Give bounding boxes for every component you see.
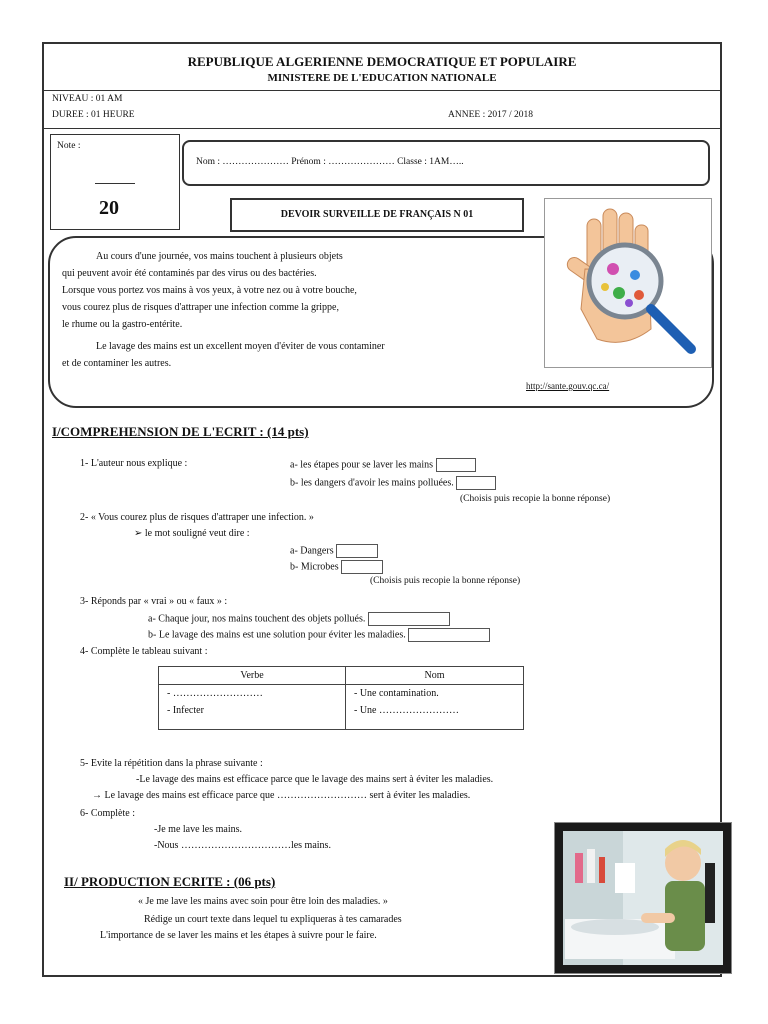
question-1-label: 1- L'auteur nous explique : [80,458,188,469]
devoir-title: DEVOIR SURVEILLE DE FRANÇAIS N 01 [230,198,524,232]
republic-title: REPUBLIQUE ALGERIENNE DEMOCRATIQUE ET POPULAIRE [187,54,577,69]
answer-box[interactable] [368,612,450,626]
ministry-title: MINISTERE DE L'EDUCATION NATIONALE [267,72,497,84]
question-2-label: 2- « Vous courez plus de risques d'attraper une infection. » [80,512,314,523]
question-5-answer[interactable] [92,790,470,801]
year-label: ANNEE : 2017 / 2018 [448,110,533,120]
cell-noun-2: - Une …………………… [354,705,459,716]
source-link[interactable]: http://sante.gouv.qc.ca/ [526,381,610,391]
verb-noun-table [158,666,524,730]
question-2-option-b [290,560,383,574]
answer-box[interactable] [436,458,476,472]
question-2-option-a [290,544,378,558]
text-line: qui peuvent avoir été contaminés par des virus ou des bactéries. [62,268,317,279]
production-instruction-1: Rédige un court texte dans lequel tu expliqueras à tes camarades [144,914,402,925]
text-line: Le lavage des mains est un excellent moyen d'éviter de vous contaminer [96,341,385,352]
statement-text: a- Chaque jour, nos mains touchent des objets pollués. [148,613,366,625]
answer-box[interactable] [408,628,490,642]
hand-magnifier-image [544,198,712,368]
table-header-verb: Verbe [159,667,346,685]
question-1-option-b [290,476,496,490]
production-quote: « Je me lave les mains avec soin pour être loin des maladies. » [138,896,388,907]
answer-box[interactable] [336,544,378,558]
option-text: b- les dangers d'avoir les mains polluées. [290,477,454,489]
question-4-label: 4- Complète le tableau suivant : [80,646,208,657]
level-label: NIVEAU : 01 AM [52,94,123,104]
question-6-line1: -Je me lave les mains. [154,824,243,835]
note-label: Note : [57,141,81,151]
text-line: Lorsque vous portez vos mains à vos yeux, à votre nez ou à votre bouche, [62,285,357,296]
option-text: a- les étapes pour se laver les mains [290,459,434,471]
question-3-label: 3- Réponds par « vrai » ou « faux » : [80,596,228,607]
grade-denominator: 20 [99,197,119,219]
cell-verb-1: - ……………………… [167,688,263,699]
question-5-sentence: -Le lavage des mains est efficace parce que le lavage des mains sert à éviter les maladies. [136,774,494,785]
question-3-b [148,628,490,642]
table-cell[interactable] [159,685,346,730]
table-header-noun: Nom [346,667,524,685]
question-1-hint: (Choisis puis recopie la bonne réponse) [460,494,611,504]
answer-box[interactable] [456,476,496,490]
arrow-icon: → [92,790,105,801]
cell-verb-2: - Infecter [167,705,204,716]
option-text: a- Dangers [290,545,334,557]
text-line: le rhume ou la gastro-entérite. [62,319,183,330]
question-2-hint: (Choisis puis recopie la bonne réponse) [370,576,521,586]
child-washing-hands-photo [554,822,732,974]
question-5-label: 5- Evite la répétition dans la phrase suivante : [80,758,263,769]
grade-box [50,134,180,230]
text-line: Au cours d'une journée, vos mains touchent à plusieurs objets [96,251,343,262]
duration-label: DUREE : 01 HEURE [52,110,135,120]
answer-box[interactable] [341,560,383,574]
cell-noun-1: - Une contamination. [354,688,439,699]
question-1-option-a [290,458,476,472]
answer-text: Le lavage des mains est efficace parce que ……………………… sert à éviter les maladies. [104,790,471,801]
student-fields[interactable]: Nom : ………………… Prénom : ………………… Classe : 1AM….. [196,157,464,167]
text-line: vous courez plus de risques d'attraper une infection comme la grippe, [62,302,339,313]
statement-text: b- Le lavage des mains est une solution pour éviter les maladies. [148,629,406,641]
table-cell[interactable] [346,685,524,730]
exam-sheet [42,42,722,977]
option-text: b- Microbes [290,561,339,573]
student-info-box [182,140,710,186]
section-production-title: II/ PRODUCTION ECRITE : (06 pts) [64,874,276,889]
question-6-label: 6- Complète : [80,808,135,819]
question-6-line2[interactable]: -Nous ……………………………les mains. [154,840,331,851]
question-3-a [148,612,450,626]
production-instruction-2: L'importance de se laver les mains et les étapes à suivre pour le faire. [100,930,377,941]
text-line: et de contaminer les autres. [62,358,172,369]
question-2-sub: ➢ le mot souligné veut dire : [134,528,250,539]
section-comprehension-title: I/COMPREHENSION DE L'ECRIT : (14 pts) [52,424,309,439]
